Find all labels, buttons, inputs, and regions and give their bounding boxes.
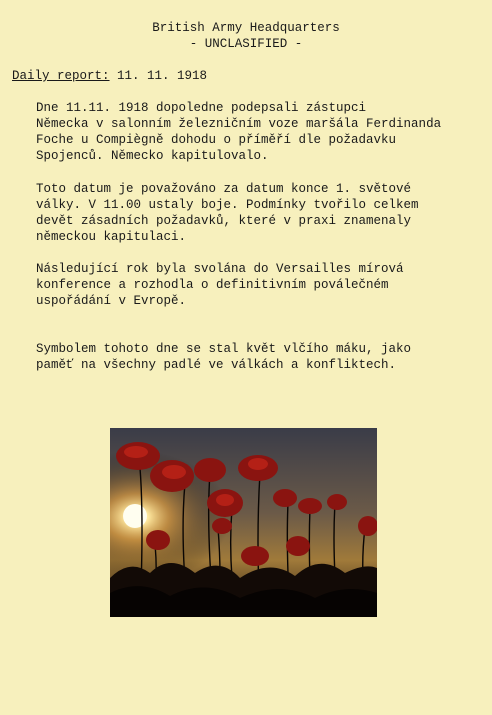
report-label: Daily report:: [12, 69, 110, 83]
header-organization: British Army Headquarters: [152, 21, 340, 35]
document-header: [0, 20, 492, 52]
report-date: 11. 11. 1918: [117, 69, 208, 83]
paragraph-end-of-war: Toto datum je považováno za datum konce 1. světové války. V 11.00 ustaly boje. Podmínky tvořilo celkem devět zásadních požadavků, které v praxi znamenaly německou kapitulaci.: [36, 182, 419, 244]
report-line: [12, 68, 207, 84]
header-classification: - UNCLASIFIED -: [189, 37, 303, 51]
paragraph-poppy-symbol: Symbolem tohoto dne se stal květ vlčího máku, jako paměť na všechny padlé ve válkách a konfliktech.: [36, 342, 412, 372]
poppy-sunset-photo: [110, 428, 377, 617]
paragraph-versailles: Následující rok byla svolána do Versailles mírová konference a rozhodla o definitivním poválečném uspořádání v Evropě.: [36, 262, 404, 308]
paragraph-armistice: Dne 11.11. 1918 dopoledne podepsali zástupci Německa v salonním železničním voze maršála Ferdinanda Foche u Compiègně dohodu o příměří dle požadavku Spojenců. Německo kapitulovalo.: [36, 101, 442, 163]
